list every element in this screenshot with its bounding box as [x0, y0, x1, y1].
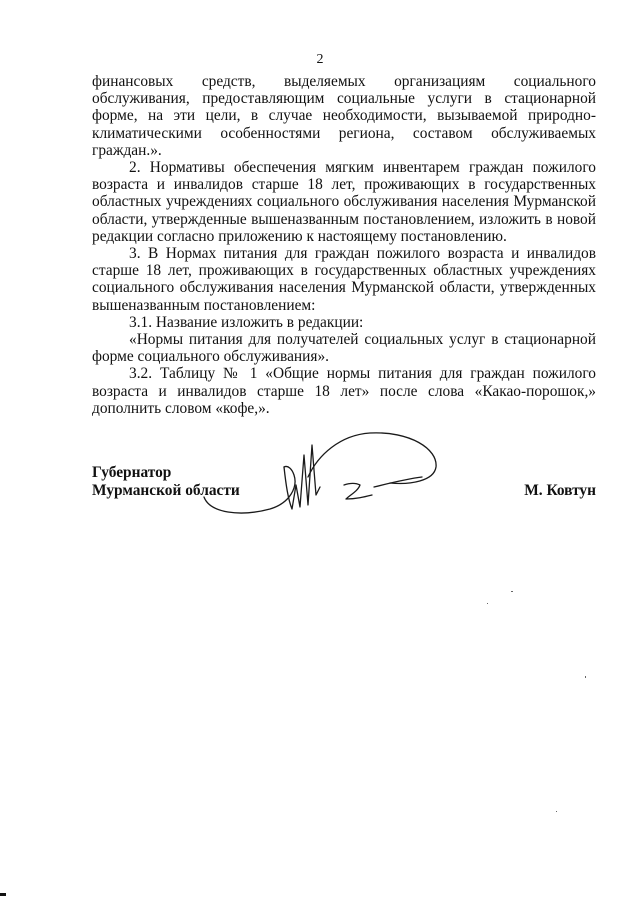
handwritten-signature — [200, 425, 460, 525]
scan-speck-3 — [585, 676, 586, 678]
scan-speck-5 — [0, 893, 6, 896]
signatory-title-line1: Губернатор — [92, 464, 172, 481]
document-body — [92, 73, 596, 417]
page-number: 2 — [316, 52, 324, 67]
paragraph-2: 2. Нормативы обеспечения мягким инвентарем граждан пожилого возраста и инвалидов старше 18 лет, проживающих в государственных областных учреждениях социального обслуживания населения Мурманской области, утвержденные вышеназванным постановлением, изложить в новой редакции согласно приложению к настоящему постановлению. — [92, 159, 596, 245]
paragraph-3-1: 3.1. Название изложить в редакции: — [129, 313, 364, 331]
paragraph-continuation: финансовых средств, выделяемых организациям социального обслуживания, предоставляющим социальные услуги в стационарной форме, на эти цели, в случае необходимости, вызываемой природно-климатическими особенностями региона, составом обслуживаемых граждан.». — [92, 73, 596, 159]
paragraph-3-1-quote: «Нормы питания для получателей социальных услуг в стационарной форме социального обслуживания». — [92, 331, 596, 366]
signatory-name: М. Ковтун — [524, 481, 596, 499]
paragraph-3-2: 3.2. Таблицу № 1 «Общие нормы питания для граждан пожилого возраста и инвалидов старше 18 лет» после слова «Какао-порошок,» дополнить словом «кофе,». — [92, 365, 596, 417]
scan-speck-4 — [556, 811, 557, 812]
scan-speck-2 — [487, 603, 488, 604]
signatory-title-line2: Мурманской области — [92, 481, 240, 499]
scan-speck-1 — [511, 591, 513, 592]
paragraph-3: 3. В Нормах питания для граждан пожилого возраста и инвалидов старше 18 лет, проживающих в государственных областных учреждениях социального обслуживания населения Мурманской области, утвержденных вышеназванным постановлением: — [92, 245, 596, 314]
